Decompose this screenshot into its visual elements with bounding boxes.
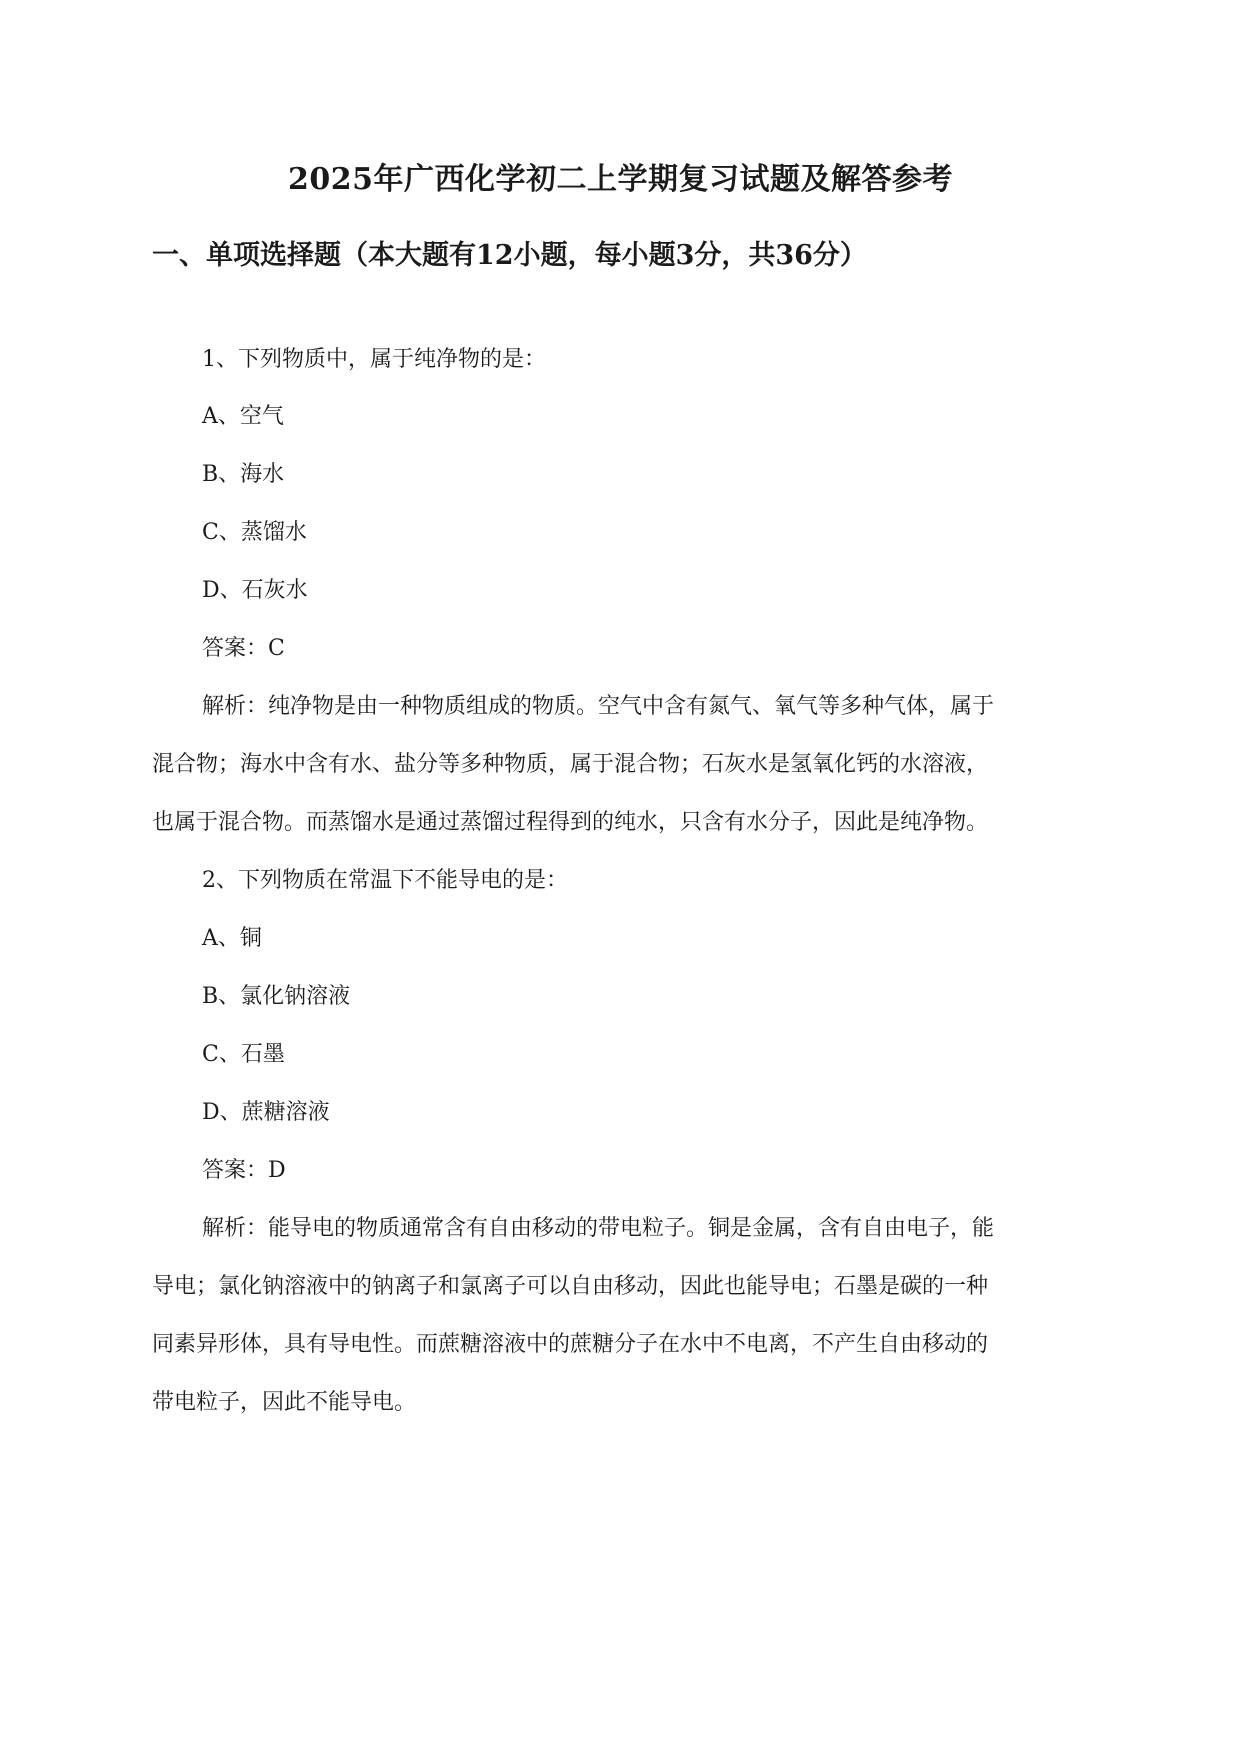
- section-heading: 一、单项选择题（本大题有12小题，每小题3分，共36分）: [152, 240, 867, 271]
- question-2-stem: 2、下列物质在常温下不能导电的是：: [202, 868, 568, 893]
- question-2-option-b: B、氯化钠溶液: [202, 984, 351, 1009]
- question-2-option-d: D、蔗糖溶液: [202, 1100, 330, 1125]
- question-1-stem: 1、下列物质中，属于纯净物的是：: [202, 347, 546, 372]
- question-1-answer: 答案：C: [202, 636, 285, 661]
- document-title: 2025年广西化学初二上学期复习试题及解答参考: [288, 162, 953, 197]
- question-2-answer: 答案：D: [202, 1158, 286, 1183]
- question-2-explanation-line-2: 导电；氯化钠溶液中的钠离子和氯离子可以自由移动，因此也能导电；石墨是碳的一种: [152, 1274, 989, 1299]
- question-1-explanation-line-3: 也属于混合物。而蒸馏水是通过蒸馏过程得到的纯水，只含有水分子，因此是纯净物。: [152, 810, 989, 835]
- question-1-option-b: B、海水: [202, 462, 285, 487]
- question-1-option-c: C、蒸馏水: [202, 520, 307, 545]
- question-1-option-d: D、石灰水: [202, 578, 308, 603]
- question-2-explanation-line-3: 同素异形体，具有导电性。而蔗糖溶液中的蔗糖分子在水中不电离，不产生自由移动的: [152, 1332, 989, 1357]
- question-2-option-c: C、石墨: [202, 1042, 285, 1067]
- question-2-explanation-line-4: 带电粒子，因此不能导电。: [152, 1390, 417, 1415]
- question-2-explanation-line-1: 解析：能导电的物质通常含有自由移动的带电粒子。铜是金属，含有自由电子，能: [202, 1216, 995, 1241]
- question-1-option-a: A、空气: [202, 404, 284, 429]
- question-2-option-a: A、铜: [202, 926, 262, 951]
- question-1-explanation-line-2: 混合物；海水中含有水、盐分等多种物质，属于混合物；石灰水是氢氧化钙的水溶液，: [152, 752, 989, 777]
- question-1-explanation-line-1: 解析：纯净物是由一种物质组成的物质。空气中含有氮气、氧气等多种气体，属于: [202, 694, 995, 719]
